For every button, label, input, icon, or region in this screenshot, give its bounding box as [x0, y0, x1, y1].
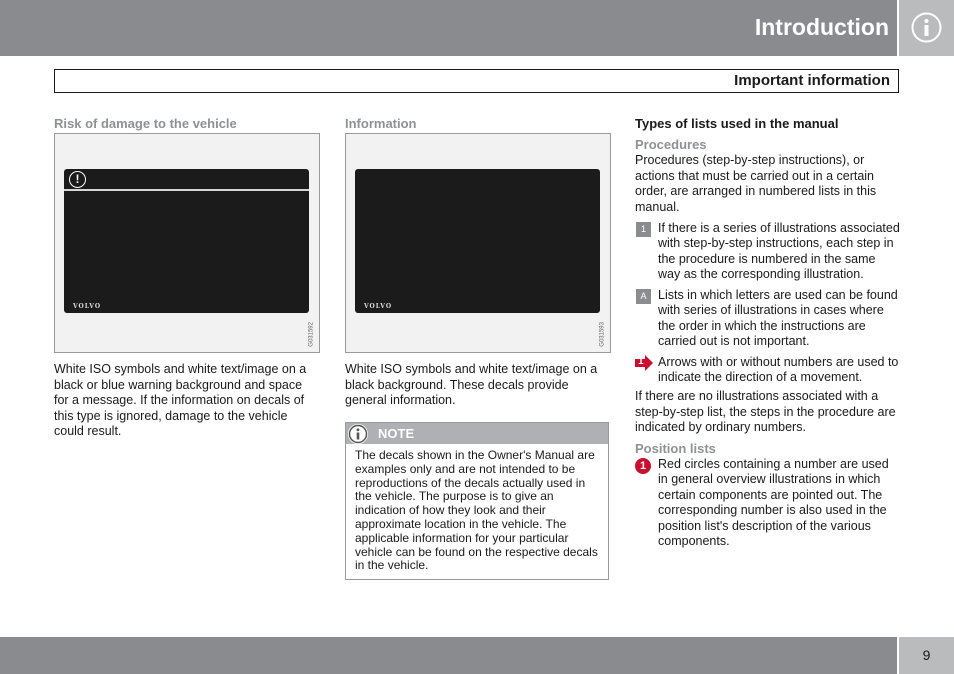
info-decal	[355, 169, 600, 313]
procedures-intro: Procedures (step-by-step instructions), or actions that must be carried out in a certain order, are arranged in numbered lists in this manual.	[635, 153, 877, 214]
right-heading: Types of lists used in the manual	[635, 116, 839, 131]
list-item-red-circles: Red circles containing a number are used in general overview illustrations in which certain components are pointed out. The corresponding number is also used in the position list's description of the various components.	[658, 457, 889, 549]
position-lists-subheading: Position lists	[635, 441, 716, 456]
note-header	[346, 423, 608, 444]
section-title-box	[54, 69, 899, 93]
step-number-badge: 1	[636, 222, 651, 237]
note-label: NOTE	[378, 426, 415, 441]
list-item-arrows: Arrows with or without numbers are used to indicate the direction of a movement.	[658, 355, 899, 385]
left-body-text: White ISO symbols and white text/image on a black or blue warning background and space for a message. If the information on decals of this type is ignored, damage to the vehicle could result.	[54, 362, 307, 439]
page-title: Introduction	[754, 14, 889, 40]
decal-brand: VOLVO	[73, 303, 102, 310]
decal-brand: VOLVO	[364, 303, 393, 310]
note-box	[345, 422, 609, 580]
figure-code: G031592	[309, 322, 315, 347]
header-bar	[0, 0, 897, 56]
procedures-subheading: Procedures	[635, 137, 707, 152]
page-number: 9	[922, 647, 931, 663]
step-letter-badge: A	[636, 289, 651, 304]
red-circle-badge: 1	[635, 458, 651, 474]
left-heading: Risk of damage to the vehicle	[54, 116, 237, 131]
info-icon	[348, 424, 368, 444]
info-decal-figure	[345, 133, 611, 353]
warning-decal	[64, 169, 309, 313]
middle-heading: Information	[345, 116, 417, 131]
footer-bar	[0, 637, 897, 674]
note-text: The decals shown in the Owner's Manual are examples only and are not intended to be reproductions of the decals actually used in the vehicle. The purpose is to give an indication of how they look and their approximate location in the vehicle. The applicable information for your particular vehicle can be found on the respective decals in the vehicle.	[355, 448, 598, 573]
warning-decal-figure	[54, 133, 320, 353]
arrow-icon	[635, 355, 653, 376]
page-number-box	[899, 637, 954, 674]
list-item-numbered-steps: If there is a series of illustrations associated with step-by-step instructions, each step in the procedure is numbered in the same way as the corresponding illustration.	[658, 221, 900, 282]
section-title: Important information	[734, 72, 890, 89]
exclamation-icon: !	[69, 171, 86, 188]
procedures-outro: If there are no illustrations associated with a step-by-step list, the steps in the procedure are indicated by ordinary numbers.	[635, 389, 896, 435]
figure-code: G031593	[600, 322, 606, 347]
arrow-number: 1	[638, 356, 644, 367]
info-icon	[911, 12, 942, 43]
list-item-lettered-steps: Lists in which letters are used can be found with series of illustrations in cases where the order in which the instructions are carried out is not important.	[658, 288, 898, 349]
decal-header	[64, 169, 309, 191]
middle-body-text: White ISO symbols and white text/image on a black background. These decals provide general information.	[345, 362, 598, 408]
header-icon-box	[899, 0, 954, 56]
